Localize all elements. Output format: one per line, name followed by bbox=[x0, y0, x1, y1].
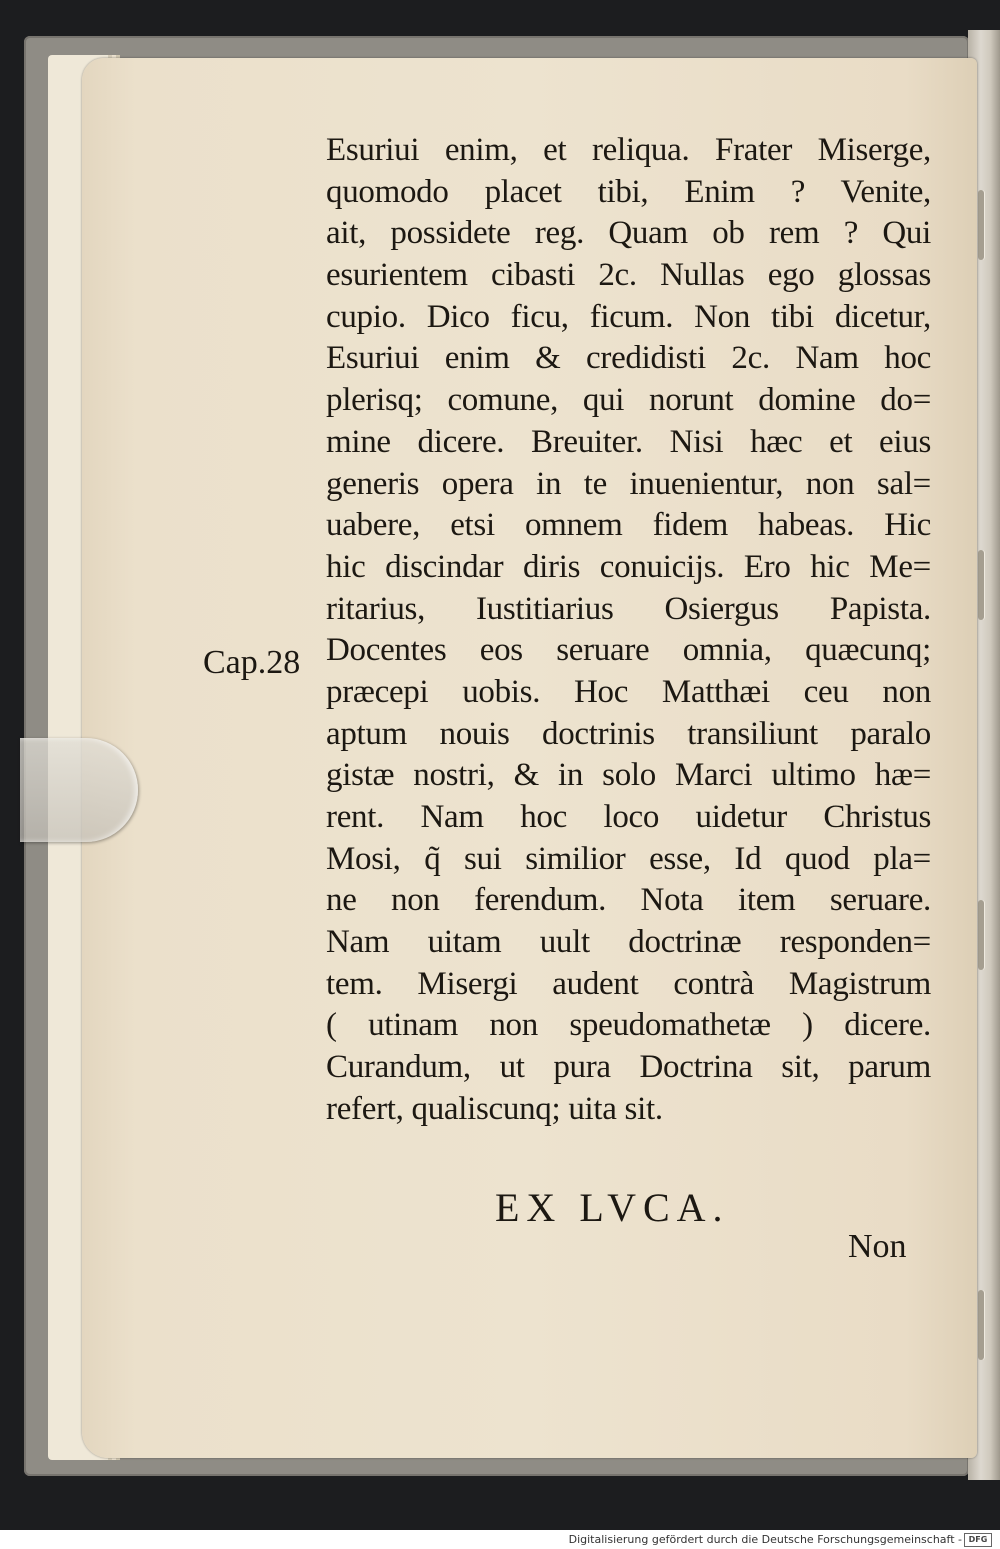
text-line: Mosi, q̃ sui similior esse, Id quod pla= bbox=[326, 840, 931, 877]
text-line: generis opera in te inuenientur, non sal= bbox=[326, 465, 931, 502]
text-line: ( utinam non speudomathetæ ) dicere. bbox=[326, 1007, 931, 1044]
page-clip bbox=[20, 738, 138, 842]
text-line: ne non ferendum. Nota item seruare. bbox=[326, 882, 931, 919]
margin-note: Cap.28 bbox=[203, 644, 301, 681]
text-line: ritarius, Iustitiarius Osiergus Papista. bbox=[326, 590, 931, 627]
stitch-mark bbox=[978, 190, 984, 260]
text-line: Curandum, ut pura Doctrina sit, parum bbox=[326, 1049, 931, 1086]
text-line: aptum nouis doctrinis transiliunt paralo bbox=[326, 715, 931, 752]
funding-credit: Digitalisierung gefördert durch die Deutsche Forschungsgemeinschaft - bbox=[568, 1533, 962, 1546]
text-line: mine dicere. Breuiter. Nisi hæc et eius bbox=[326, 423, 931, 460]
body-text bbox=[326, 130, 931, 1131]
text-line: gistæ nostri, & in solo Marci ultimo hæ= bbox=[326, 757, 931, 794]
text-line: Esuriui enim, et reliqua. Frater Miserge, bbox=[326, 132, 931, 168]
text-line: rent. Nam hoc loco uidetur Christus bbox=[326, 799, 931, 835]
text-line: Docentes eos seruare omnia, quæcunq; bbox=[326, 632, 931, 669]
text-line: cupio. Dico ficu, ficum. Non tibi dicetur, bbox=[326, 298, 931, 335]
text-line: uabere, etsi omnem fidem habeas. Hic bbox=[326, 507, 931, 544]
text-line: esurientem cibasti 2c. Nullas ego glossas bbox=[326, 257, 931, 294]
text-line: Esuriui enim & credidisti 2c. Nam hoc bbox=[326, 340, 931, 377]
text-line: plerisq; comune, qui norunt domine do= bbox=[326, 382, 931, 419]
catchword: Non bbox=[848, 1228, 907, 1265]
text-line: præcepi uobis. Hoc Matthæi ceu non bbox=[326, 673, 931, 710]
dfg-logo-icon: DFG bbox=[964, 1533, 992, 1547]
footer-bar bbox=[0, 1530, 1000, 1549]
stitch-mark bbox=[978, 900, 984, 970]
text-line: quomodo placet tibi, Enim ? Venite, bbox=[326, 173, 931, 210]
stitch-mark bbox=[978, 550, 984, 620]
text-line: hic discindar diris conuicijs. Ero hic Me= bbox=[326, 548, 931, 585]
text-line: tem. Misergi audent contrà Magistrum bbox=[326, 965, 931, 1002]
stitch-mark bbox=[978, 1290, 984, 1360]
text-line: refert, qualiscunq; uita sit. bbox=[326, 1090, 663, 1127]
section-heading: EX LVCA. bbox=[495, 1185, 730, 1230]
text-line: Nam uitam uult doctrinæ responden= bbox=[326, 924, 931, 961]
text-line: ait, possidete reg. Quam ob rem ? Qui bbox=[326, 215, 931, 252]
